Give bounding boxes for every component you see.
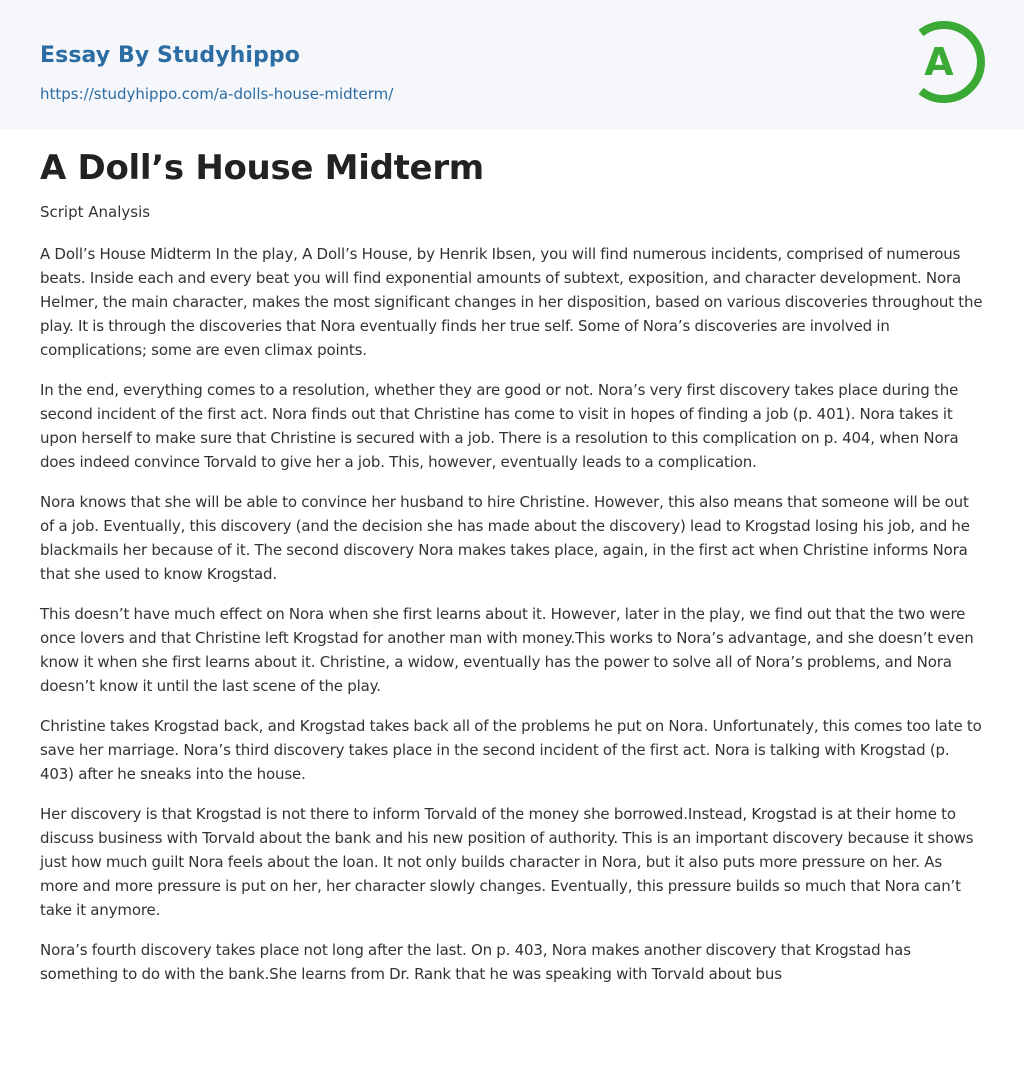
- article-paragraph: Nora knows that she will be able to convince her husband to hire Christine. However, this also means that someone will be out of a job. Eventually, this discovery (and the decision she has made about the discovery) lead to Krogstad losing his job, and he blackmails her because of it. The second discovery Nora makes takes place, again, in the first act when Christine informs Nora that she used to know Krogstad.: [40, 493, 970, 583]
- studyhippo-logo-icon[interactable]: [912, 19, 986, 105]
- page-title: A Doll’s House Midterm: [40, 148, 484, 188]
- essay-url-link[interactable]: https://studyhippo.com/a-dolls-house-midterm/: [40, 85, 394, 103]
- article-paragraph: A Doll’s House Midterm In the play, A Doll’s House, by Henrik Ibsen, you will find numerous incidents, comprised of numerous beats. Inside each and every beat you will find exponential amounts of subtext, exposition, and character development. Nora Helmer, the main character, makes the most significant changes in her disposition, based on various discoveries throughout the play. It is through the discoveries that Nora eventually finds her true self. Some of Nora’s discoveries are involved in complications; some are even climax points.: [40, 245, 983, 359]
- article-paragraph: In the end, everything comes to a resolution, whether they are good or not. Nora’s very first discovery takes place during the second incident of the first act. Nora finds out that Christine has come to visit in hopes of finding a job (p. 401). Nora takes it upon herself to make sure that Christine is secured with a job. There is a resolution to this complication on p. 404, when Nora does indeed convince Torvald to give her a job. This, however, eventually leads to a complication.: [40, 381, 959, 471]
- article-paragraph: Nora’s fourth discovery takes place not long after the last. On p. 403, Nora makes another discovery that Krogstad has something to do with the bank.She learns from Dr. Rank that he was speaking with Torvald about bus: [40, 941, 911, 983]
- site-brand: Essay By Studyhippo: [40, 43, 300, 68]
- article-subtitle: Script Analysis: [40, 203, 151, 221]
- logo-letter: A: [924, 40, 954, 84]
- article: [0, 129, 1024, 986]
- article-paragraph: This doesn’t have much effect on Nora when she first learns about it. However, later in the play, we find out that the two were once lovers and that Christine left Krogstad for another man with money.This works to Nora’s advantage, and she doesn’t even know it when she first learns about it. Christine, a widow, eventually has the power to solve all of Nora’s problems, and Nora doesn’t know it until the last scene of the play.: [40, 605, 974, 695]
- article-paragraph: Christine takes Krogstad back, and Krogstad takes back all of the problems he put on Nora. Unfortunately, this comes too late to save her marriage. Nora’s third discovery takes place in the second incident of the first act. Nora is talking with Krogstad (p. 403) after he sneaks into the house.: [40, 717, 982, 783]
- site-header: [0, 0, 1024, 129]
- article-paragraph: Her discovery is that Krogstad is not there to inform Torvald of the money she borrowed.Instead, Krogstad is at their home to discuss business with Torvald about the bank and his new position of authority. This is an important discovery because it shows just how much guilt Nora feels about the loan. It not only builds character in Nora, but it also puts more pressure on her. As more and more pressure is put on her, her character slowly changes. Eventually, this pressure builds so much that Nora can’t take it anymore.: [40, 805, 974, 919]
